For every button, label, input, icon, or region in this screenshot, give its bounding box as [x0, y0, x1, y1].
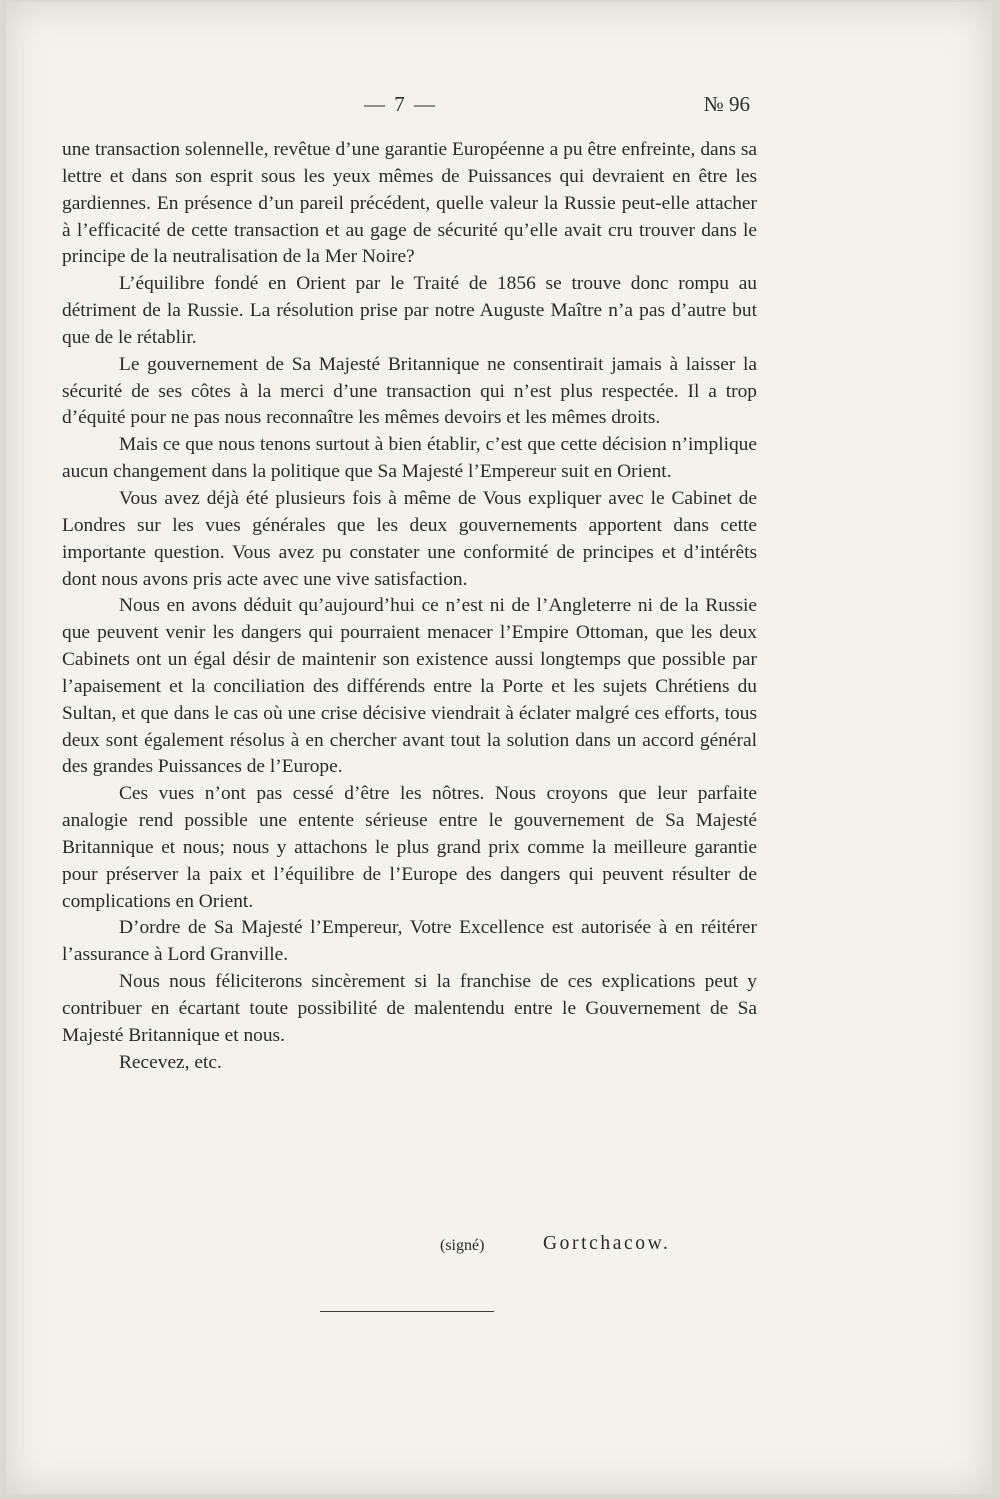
signed-label: (signé): [440, 1237, 485, 1254]
signature-block: [0, 1233, 1000, 1263]
page-number: — 7 —: [364, 92, 437, 116]
paragraph: Mais ce que nous tenons surtout à bien établir, c’est que cette décision n’implique aucun changement dans la politique que Sa Majesté l’Empereur suit en Orient.: [62, 434, 757, 483]
paragraph: une transaction solennelle, revêtue d’une garantie Européenne a pu être enfreinte, dans sa lettre et dans son esprit sous les yeux mêmes de Puissances qui devraient en être les gardiennes. En présence d’un pareil précédent, quelle valeur la Russie peut-elle attacher à l’efficacité de cette transaction et au gage de sécurité qu’elle avait cru trouver dans le principe de la neutralisation de la Mer Noire?: [62, 139, 757, 268]
page-header: [0, 92, 1000, 122]
paragraph: D’ordre de Sa Majesté l’Empereur, Votre Excellence est autorisée à en réitérer l’assurance à Lord Granville.: [62, 917, 757, 966]
signatory-name: Gortchacow.: [543, 1233, 671, 1254]
letter-body: [62, 137, 757, 1077]
paragraph: L’équilibre fondé en Orient par le Traité de 1856 se trouve donc rompu au détriment de la Russie. La résolution prise par notre Auguste Maître n’a pas d’autre but que de le rétablir.: [62, 273, 757, 348]
closing-rule: [320, 1311, 494, 1312]
document-number: № 96: [703, 92, 750, 116]
paragraph: Nous en avons déduit qu’aujourd’hui ce n’est ni de l’Angleterre ni de la Russie que peuvent venir les dangers qui pourraient menacer l’Empire Ottoman, que les deux Cabinets ont un égal désir de maintenir son existence aussi longtemps que possible par l’apaisement et la conciliation des différends entre la Porte et les sujets Chrétiens du Sultan, et que dans le cas où une crise décisive viendrait à éclater malgré ces efforts, tous deux sont également résolus à en chercher avant tout la solution dans un accord général des grandes Puissances de l’Europe.: [62, 595, 757, 778]
paragraph: Nous nous féliciterons sincèrement si la franchise de ces explications peut y contribuer en écartant toute possibilité de malentendu entre le Gouvernement de Sa Majesté Britannique et nous.: [62, 971, 757, 1046]
paragraph: Vous avez déjà été plusieurs fois à même de Vous expliquer avec le Cabinet de Londres sur les vues générales que les deux gouvernements apportent dans cette importante question. Vous avez pu constater une conformité de principes et d’intérêts dont nous avons pris acte avec une vive satisfaction.: [62, 487, 757, 590]
paragraph: Le gouvernement de Sa Majesté Britannique ne consentirait jamais à laisser la sécurité de ses côtes à la merci d’une transaction qui n’est plus respectée. Il a trop d’équité pour ne pas nous reconnaître les mêmes devoirs et les mêmes droits.: [62, 353, 757, 429]
paragraph: Ces vues n’ont pas cessé d’être les nôtres. Nous croyons que leur parfaite analogie rend possible une entente sérieuse entre le gouvernement de Sa Majesté Britannique et nous; nous y attachons le plus grand prix comme la meilleure garantie pour préserver la paix et l’équilibre de l’Europe des dangers qui peuvent résulter de complications en Orient.: [62, 783, 757, 912]
closing-formula: Recevez, etc.: [119, 1051, 222, 1073]
